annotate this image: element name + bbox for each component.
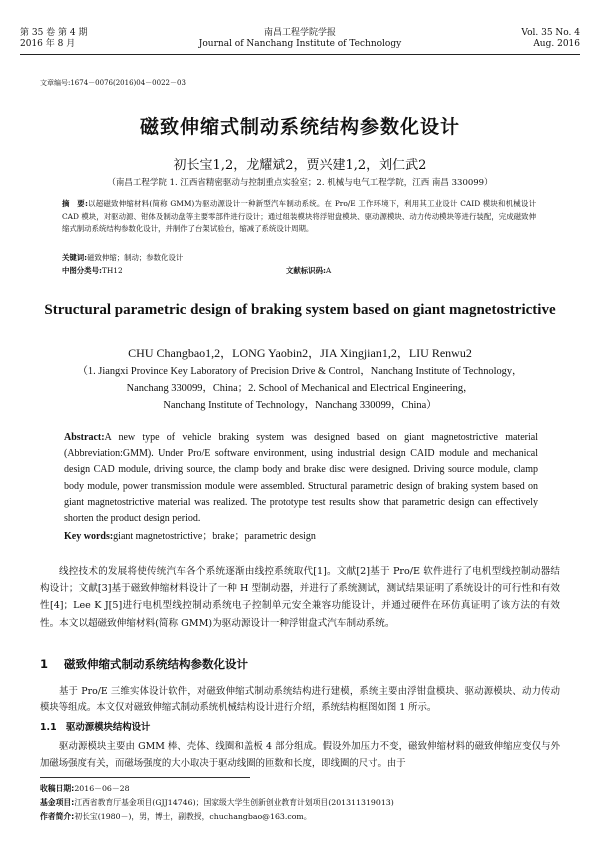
title-zh: 磁致伸缩式制动系统结构参数化设计	[139, 116, 460, 138]
clc-value: TH12	[101, 266, 123, 275]
affiliation-en	[0, 363, 600, 414]
journal-en: Journal of Nanchang Institute of Technology	[198, 39, 402, 49]
doc-value: A	[325, 266, 332, 275]
bio-label: 作者简介:	[40, 812, 75, 821]
document-code	[286, 265, 331, 277]
header-center	[20, 28, 580, 50]
authors-zh: 初长宝1,2，龙耀斌2，贾兴建1,2，刘仁武2	[173, 158, 427, 173]
subsection-1-1-title: 驱动源模块结构设计	[66, 722, 151, 733]
authors-en: CHU Changbao1,2，LONG Yaobin2，JIA Xingjian1,2，LIU Renwu2	[128, 346, 472, 360]
keywords-zh-label: 关键词:	[62, 253, 88, 262]
article-number: 文章编号:1674－0076(2016)04－0022－03	[40, 79, 186, 87]
received-value: 2016－06－28	[74, 784, 130, 793]
affiliation-en-line: Nanchang Institute of Technology，Nanchang 330099，China）	[163, 400, 437, 411]
keywords-en-label: Key words:	[64, 531, 114, 542]
section-1-title: 磁致伸缩式制动系统结构参数化设计	[64, 657, 248, 671]
clc-number	[62, 265, 123, 277]
footnote-received	[40, 782, 570, 796]
bio-value: 初长宝(1980－)，男，博士，副教授，chuchangbao@163.com。	[74, 812, 312, 821]
affiliation-en-line: Nanchang 330099，China；2. School of Mechanical and Electrical Engineering，	[126, 383, 474, 394]
affiliation-zh: （南昌工程学院 1. 江西省精密驱动与控制重点实验室；2. 机械与电气工程学院，江西 南昌 330099）	[107, 178, 493, 188]
date-en: Aug. 2016	[533, 39, 580, 49]
keywords-en-text: giant magnetostrictive；brake；parametric design	[113, 531, 316, 542]
journal-zh: 南昌工程学院学报	[263, 28, 336, 38]
intro-paragraph: 线控技术的发展将使传统汽车各个系统逐渐由线控系统取代[1]。文献[2]基于 Pro/E 软件进行了电机型线控制动器结构设计；文献[3]基于磁致伸缩材料设计了一种 H 型制动器，并进行了系统测试，测试结果证明了系统设计的可行性和有效性[4]；Lee K J[5]进行电机型线控制动系统电子控制单元安全兼容功能设计，并通过硬件在环仿真证明了该方法的有效性。本文以超磁致伸缩材料(简称 GMM)为驱动源设计一种浮钳盘式汽车制动系统。	[40, 566, 560, 629]
footnote	[40, 782, 570, 824]
footnote-bio	[40, 810, 570, 824]
fund-value: 江西省教育厅基金项目(GJJ14746)；国家级大学生创新创业教育计划项目(201311319013)	[74, 798, 394, 807]
subsection-1-1-number: 1.1	[40, 722, 57, 733]
header-right	[521, 28, 580, 50]
volume-zh: 第 35 卷 第 4 期	[20, 28, 88, 38]
section-1-number: 1	[40, 657, 49, 671]
abstract-zh-text: 以超磁致伸缩材料(简称 GMM)为驱动源设计一种新型汽车制动系统。在 Pro/E 工作环境下，利用其工业设计 CAID 模块和机械设计 CAD 模块，对驱动源、钳体及制动盘等主要零部件进行设计；通过组装模块将浮钳盘模块、驱动源模块、动力传动模块等进行装配，完成磁致伸缩式制动系统结构参数化设计，并制作了台架试验台，缩减了系统设计周期。	[62, 199, 536, 234]
footnote-rule	[40, 777, 250, 778]
clc-label: 中图分类号:	[62, 266, 102, 275]
affiliation-en-line: （1. Jiangxi Province Key Laboratory of Precision Drive & Control，Nanchang Institute of Technology，	[77, 366, 523, 377]
abstract-zh	[62, 198, 536, 236]
abstract-zh-label: 摘 要:	[62, 199, 88, 208]
date-zh: 2016 年 8 月	[20, 39, 76, 49]
received-label: 收稿日期:	[40, 784, 75, 793]
footnote-fund	[40, 796, 570, 810]
header-rule	[20, 54, 580, 55]
title-en: Structural parametric design of braking system based on giant magnetostrictive	[44, 302, 556, 318]
section-1-heading	[40, 656, 248, 672]
section-1-paragraph: 基于 Pro/E 三维实体设计软件，对磁致伸缩式制动系统结构进行建模，系统主要由浮钳盘模块、驱动源模块、动力传动模块等组成。本文仅对磁致伸缩式制动系统机械结构设计进行介绍，系统结构框图如图 1 所示。	[40, 686, 560, 713]
subsection-1-1-paragraph: 驱动源模块主要由 GMM 棒、壳体、线圈和盖板 4 部分组成。假设外加压力不变，磁致伸缩材料的磁致伸缩应变仅与外加磁场强度有关，而磁场强度的大小取决于驱动线圈的匝数和长度，即线圈的尺寸。由于	[40, 741, 560, 769]
doc-label: 文献标识码:	[286, 266, 326, 275]
abstract-en	[64, 430, 538, 527]
volume-en: Vol. 35 No. 4	[521, 28, 580, 38]
keywords-en	[64, 527, 538, 542]
abstract-en-label: Abstract:	[64, 432, 105, 443]
abstract-en-text: A new type of vehicle braking system was designed based on giant magnetostrictive material (Abbreviation:GMM). Under Pro/E software environment, using industrial design CAID module and mechanical design CAD module, driving source, the clamp body and brake disc were designed. Driving source module, clamp body module, power transmission module were assembled. Structural parametric design of braking system based on giant magnetostrictive material was realized. The prototype test results show that parametric design can effectively shorten the product design period.	[64, 432, 538, 525]
keywords-zh-text: 磁致伸缩；制动；参数化设计	[87, 253, 184, 262]
subsection-1-1-heading	[40, 719, 150, 733]
fund-label: 基金项目:	[40, 798, 75, 807]
keywords-zh	[62, 252, 536, 265]
